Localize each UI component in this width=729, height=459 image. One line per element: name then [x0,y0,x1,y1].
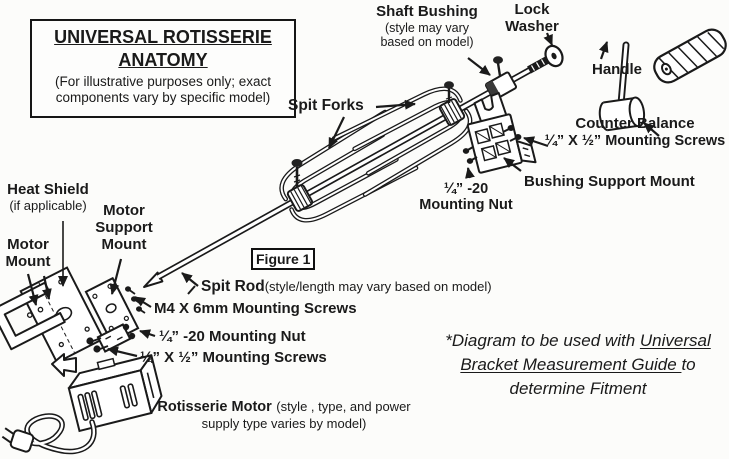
label-mounting-screws-left: ¼” X ½” Mounting Screws [140,349,327,366]
spit-rod-arrow [182,273,198,286]
label-spit-forks: Spit Forks [288,97,364,114]
label-bushing-support-mount: Bushing Support Mount [524,173,695,190]
footnote-line1-underlined: Universal [639,331,711,350]
mounting-nut-right-arrow [468,168,470,178]
diagram-subtitle: (For illustrative purposes only; exact components vary by specific model) [54,74,272,105]
handle-arrow [601,42,607,59]
label-lock-washer: Lock Washer [505,1,559,35]
shaft-bushing-drawing [485,56,516,100]
rotisserie-motor-note1: (style , type, and power [276,399,411,414]
spit-fork-right-drawing [334,76,478,195]
footnote-line2-text: to [681,355,696,375]
diagram-title-line2: ANATOMY [118,49,208,70]
motor-support-mount-line2: Support [95,218,153,236]
label-cb-mounting-screws: ¼” X ½” Mounting Screws [544,132,726,149]
mounting-nut-right-line2: Mounting Nut [419,197,513,214]
label-motor-mount [0,237,56,271]
heat-shield-note: (if applicable) [9,197,87,213]
shaft-bushing-title: Shaft Bushing [376,3,478,20]
title-box [30,19,296,118]
motor-support-mount-line1: Motor [103,202,145,219]
footnote [430,329,726,401]
label-mounting-nut-left: ¼” -20 Mounting Nut [159,328,306,345]
label-heat-shield [4,182,92,213]
footnote-line1-text: *Diagram to be used with [445,331,640,350]
heat-shield-title: Heat Shield [7,181,89,198]
motor-mount-line2: Mount [5,252,51,270]
label-counter-balance: Counter Balance [575,115,695,132]
mounting-screws-left-arrow [108,349,137,356]
label-shaft-bushing [372,4,482,49]
label-rotisserie-motor [152,398,416,431]
diagram-title-line1: UNIVERSAL ROTISSERIE [54,27,272,47]
rotisserie-motor-note2: supply type varies by model) [201,416,367,431]
rotisserie-motor-title: Rotisserie Motor [157,399,272,415]
spit-rod-note: (style/length may vary based on model) [264,279,492,294]
handle-drawing [650,25,729,86]
footnote-line2-underlined: Bracket Measurement Guide [460,355,682,375]
label-spit-rod [201,278,492,296]
mounting-nut-right-line1: ¼” -20 [443,181,489,197]
mounting-nut-left-arrow [140,331,155,336]
figure-label-box: Figure 1 [251,248,315,270]
label-handle: Handle [592,61,643,78]
spit-forks-arrow-right [376,104,415,107]
label-m4-screws: M4 X 6mm Mounting Screws [154,300,357,317]
footnote-line2 [430,353,726,377]
footnote-line3: determine Fitment [509,379,647,399]
spit-rod-tick [188,286,195,294]
shaft-bushing-arrow [468,58,490,75]
label-motor-support-mount [92,203,156,253]
motor-support-mount-line3: Mount [101,235,147,253]
label-mounting-nut-right [416,181,516,213]
footnote-line1 [430,329,726,353]
motor-mount-line1: Motor [7,236,49,253]
shaft-bushing-note: (style may vary based on model) [380,20,474,49]
spit-rod-title: Spit Rod [201,278,265,295]
label-counter-balance-block [543,116,727,149]
